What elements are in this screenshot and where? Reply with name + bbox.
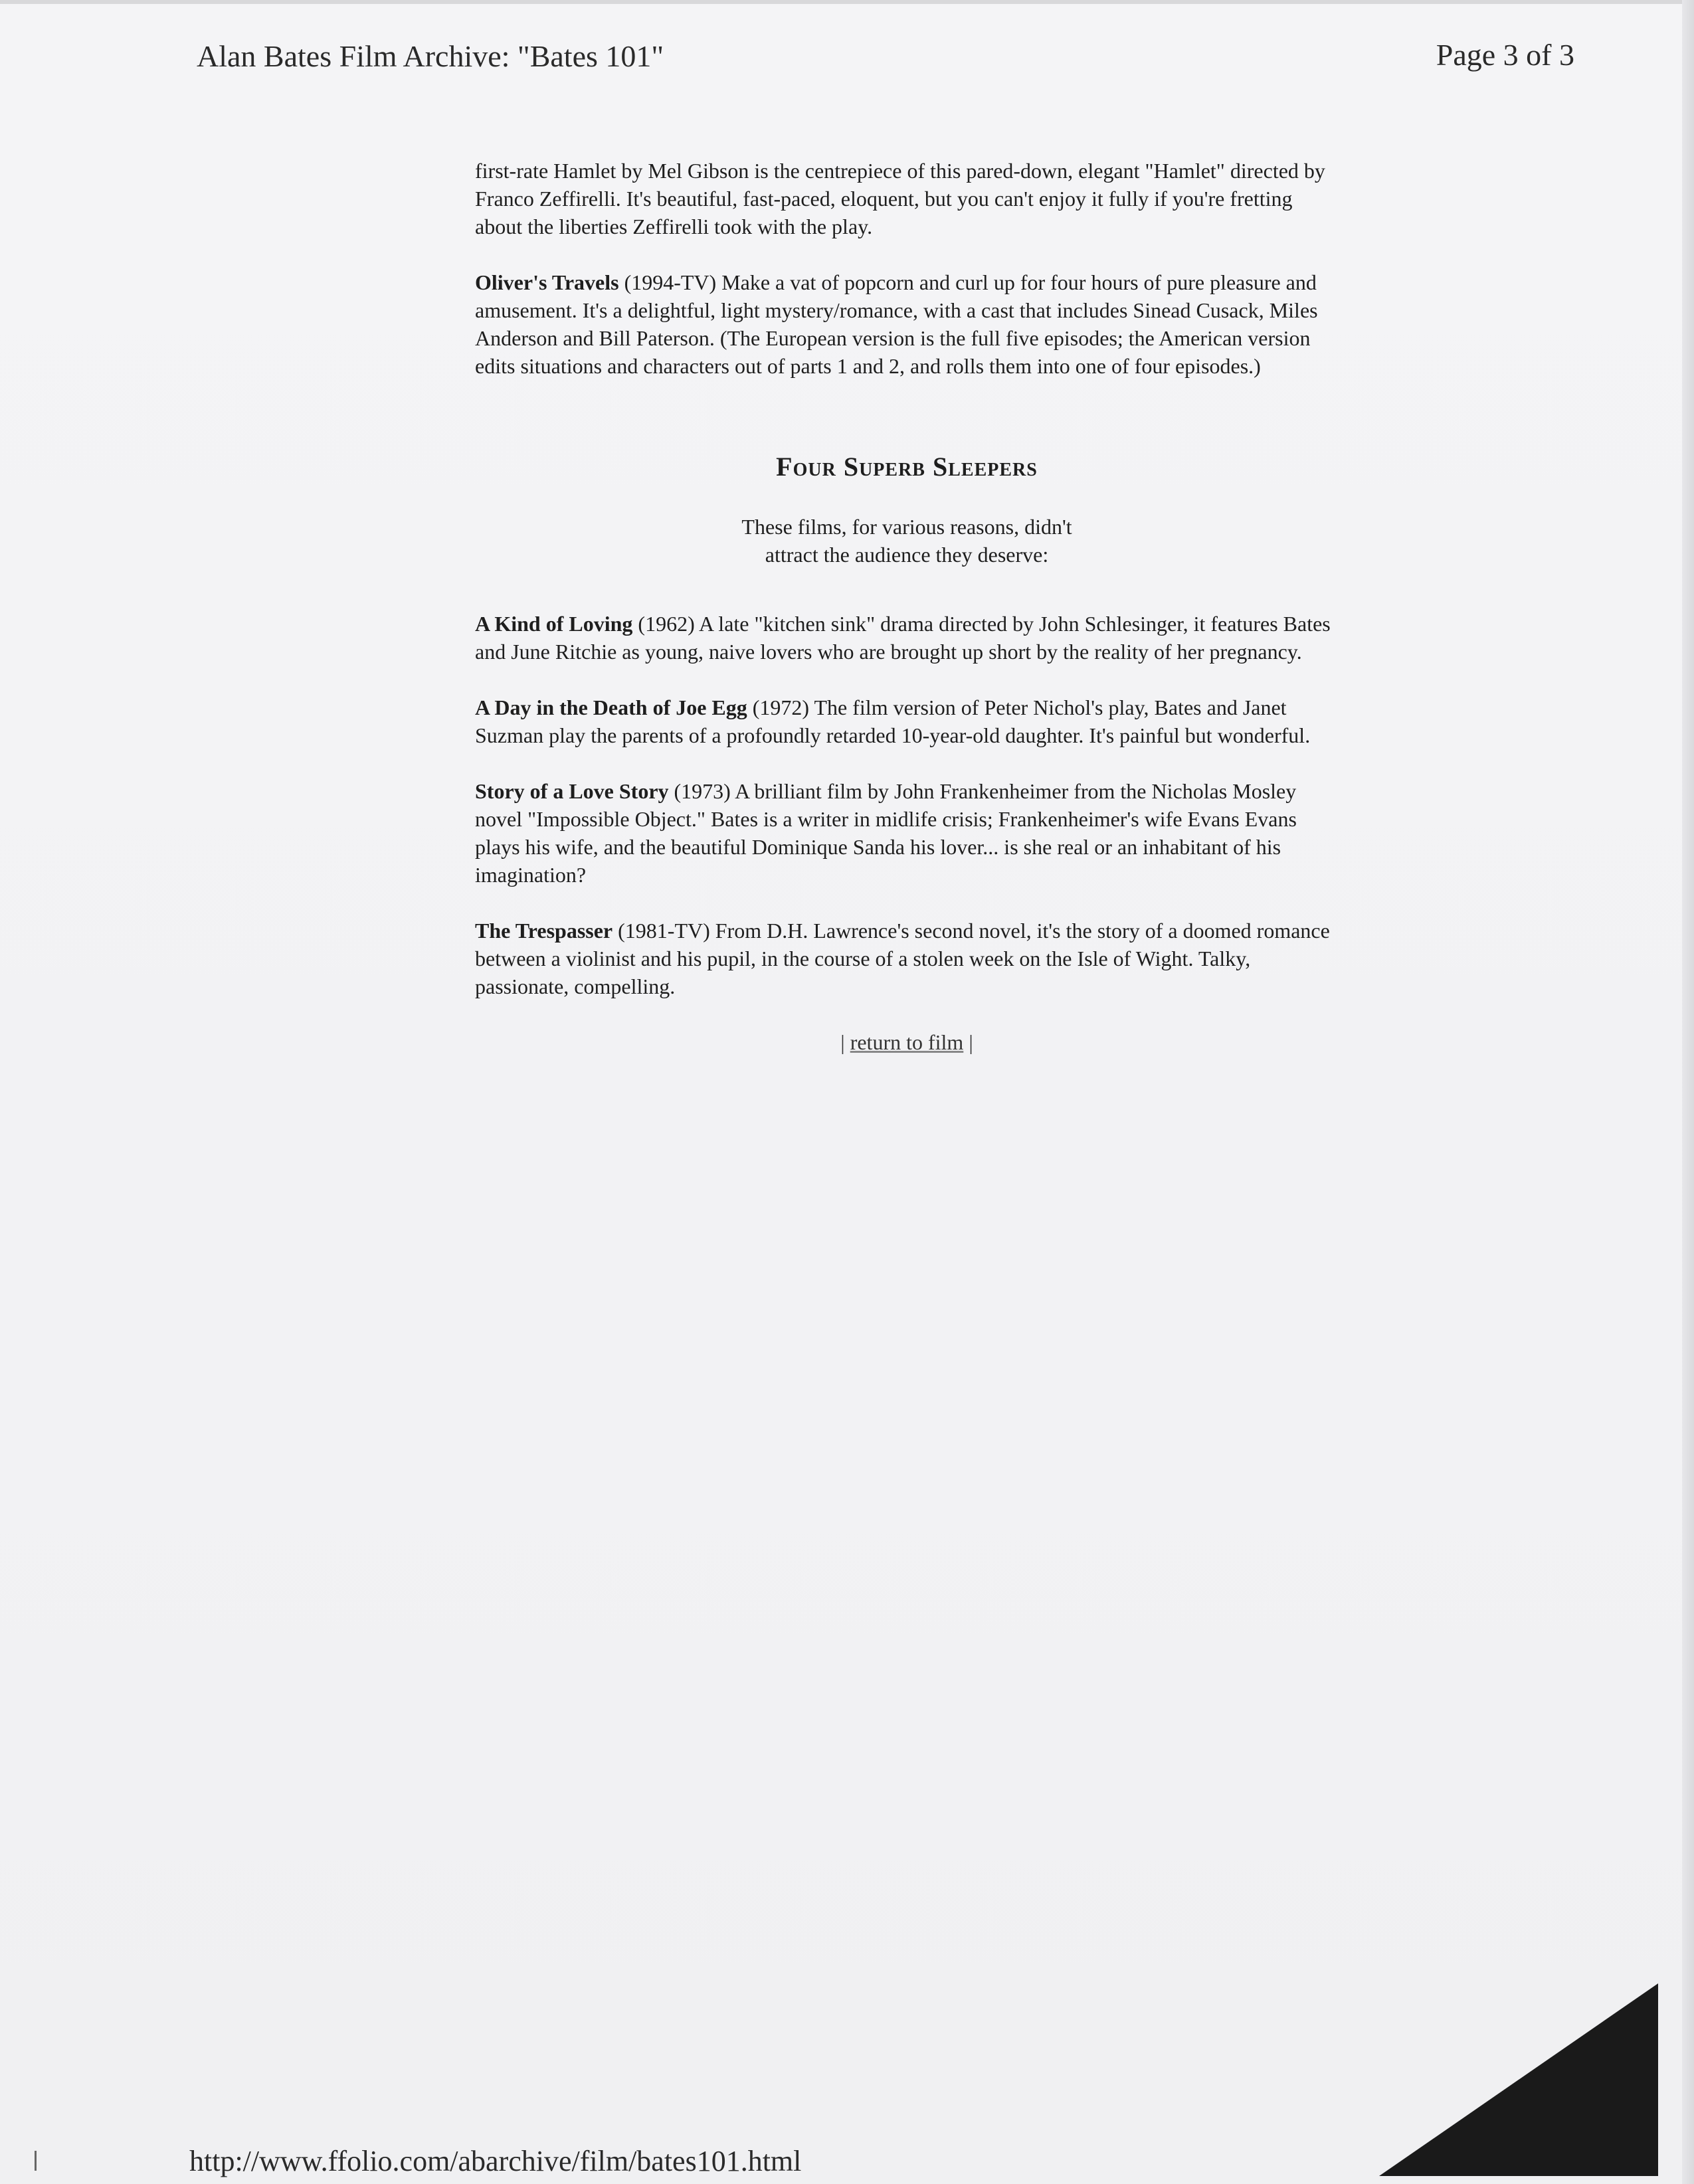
film-title: Story of a Love Story (475, 779, 669, 803)
return-to-film-nav (475, 1028, 1339, 1056)
film-description: (1973) A brilliant film by John Frankenheimer from the Nicholas Mosley novel "Impossible Object." Bates is a writer in midlife crisis; Frankenheimer's wife Evans Evans plays his wife, and the beautiful Dominique Sanda his lover... is she real or an inhabitant of his imagination? (475, 779, 1297, 887)
footer-url: http://www.ffolio.com/abarchive/film/bates101.html (189, 2145, 802, 2177)
page-number: Page 3 of 3 (1436, 38, 1574, 72)
page-header (0, 0, 1694, 93)
film-title: Oliver's Travels (475, 270, 619, 294)
film-description: (1962) A late "kitchen sink" drama directed by John Schlesinger, it features Bates and June Ritchie as young, naive lovers who are brought up short by the reality of her pregnancy. (475, 612, 1331, 664)
film-entry-joe-egg (475, 693, 1339, 749)
header-title: Alan Bates Film Archive: "Bates 101" (197, 39, 664, 73)
film-entry-kind-of-loving (475, 610, 1339, 666)
scan-corner-triangle (1379, 1983, 1658, 2176)
section-intro: These films, for various reasons, didn't attract the audience they deserve: (741, 515, 1072, 567)
film-title: A Kind of Loving (475, 612, 633, 636)
return-to-film-link[interactable]: return to film (850, 1030, 964, 1054)
nav-separator-right: | (963, 1030, 973, 1054)
page-right-edge (1682, 0, 1694, 2184)
section-heading: Four Superb Sleepers (776, 452, 1038, 482)
film-title: The Trespasser (475, 919, 613, 943)
film-title: A Day in the Death of Joe Egg (475, 695, 747, 719)
corner-fold-shape (1379, 1983, 1658, 2176)
nav-separator-left: | (840, 1030, 850, 1054)
article-body (475, 157, 1339, 1056)
film-description: (1981-TV) From D.H. Lawrence's second novel, it's the story of a doomed romance between a violinist and his pupil, in the course of a stolen week on the Isle of Wight. Talky, passionate, compelling. (475, 919, 1330, 998)
film-description: (1994-TV) Make a vat of popcorn and curl up for four hours of pure pleasure and amusement. It's a delightful, light mystery/romance, with a cast that includes Sinead Cusack, Miles Anderson and Bill Paterson. (The European version is the full five episodes; the American version edits situations and characters out of parts 1 and 2, and rolls them into one of four episodes.) (475, 270, 1318, 378)
olivers-travels-entry (475, 268, 1339, 380)
film-description: (1972) The film version of Peter Nichol's play, Bates and Janet Suzman play the parents of a profoundly retarded 10-year-old daughter. It's painful but wonderful. (475, 695, 1311, 747)
film-entry-the-trespasser (475, 917, 1339, 1000)
scan-edge-mark (35, 2151, 37, 2171)
hamlet-paragraph: first-rate Hamlet by Mel Gibson is the centrepiece of this pared-down, elegant "Hamlet" directed by Franco Zeffirelli. It's beautiful, fast-paced, eloquent, but you can't enjoy it fully if you're fretting about the liberties Zeffirelli took with the play. (475, 159, 1325, 238)
film-entry-story-of-a-love-story (475, 777, 1339, 889)
